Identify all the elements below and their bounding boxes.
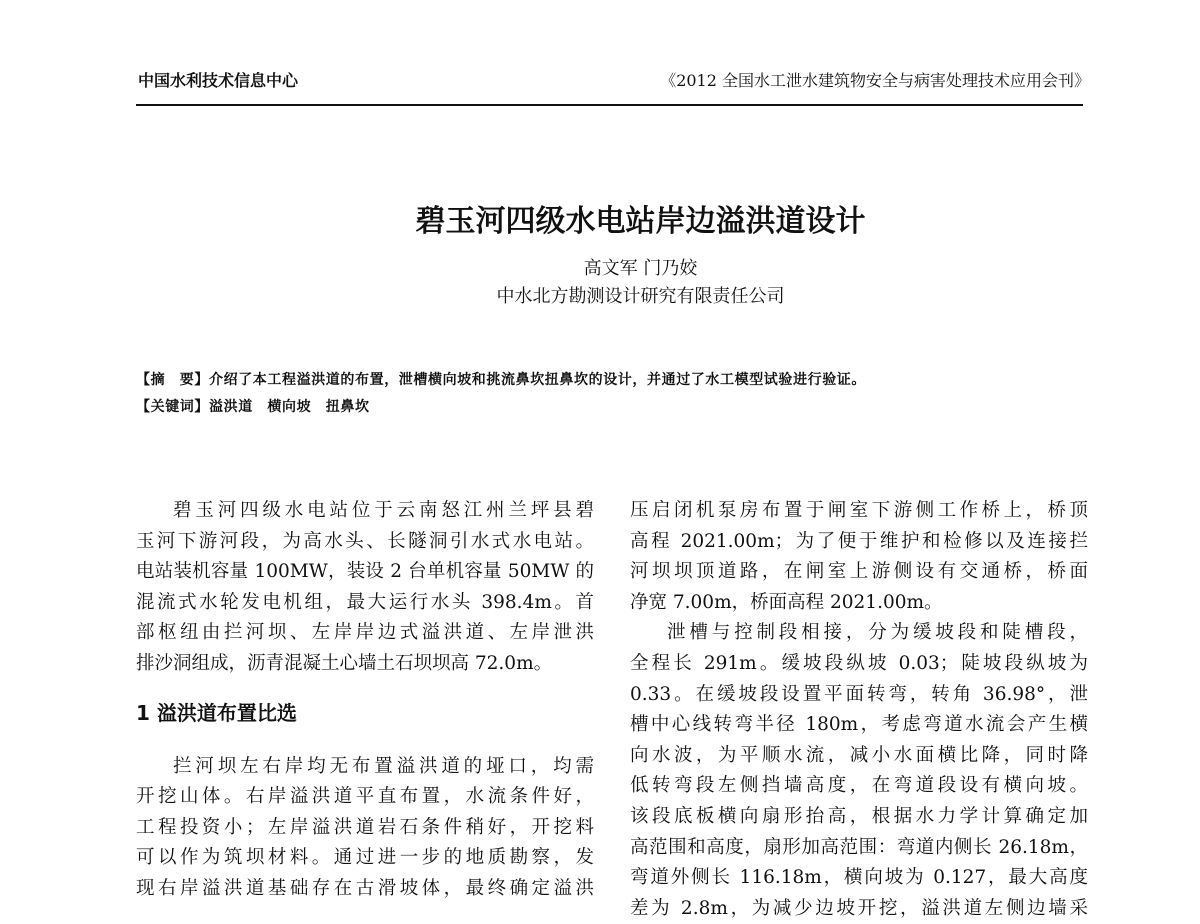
keywords-label: 【关键词】 (136, 399, 209, 415)
text-line: 全程长 291m。缓坡段纵坡 0.03；陡坡段纵坡为 (630, 652, 1088, 674)
text-line: 净宽 7.00m，桥面高程 2021.00m。 (630, 591, 943, 613)
text-line: 玉河下游河段，为高水头、长隧洞引水式水电站。 (136, 530, 594, 552)
section-heading: 1 溢洪道布置比选 (136, 700, 297, 725)
running-header-left: 中国水利技术信息中心 (138, 71, 299, 90)
running-header-right: 《2012 全国水工泄水建筑物安全与病害处理技术应用会刊》 (660, 71, 1090, 90)
abstract-label: 【摘 要】 (136, 372, 209, 388)
text-line: 现右岸溢洪道基础存在古滑坡体，最终确定溢洪 (136, 877, 594, 899)
paragraph-bridge (630, 496, 1088, 618)
text-line: 压启闭机泵房布置于闸室下游侧工作桥上，桥顶 (630, 500, 1088, 521)
text-line: 工程投资小；左岸溢洪道岩石条件稍好，开挖料 (136, 816, 594, 838)
text-line: 泄槽与控制段相接，分为缓坡段和陡槽段， (667, 622, 1088, 644)
text-line: 可以作为筑坝材料。通过进一步的地质勘察，发 (136, 847, 594, 869)
text-line: 向水波，为平顺水流，减小水面横比降，同时降 (630, 744, 1088, 766)
text-line: 该段底板横向扇形抬高，根据水力学计算确定加 (630, 805, 1088, 827)
text-line: 0.33。在缓坡段设置平面转弯，转角 36.98°，泄 (630, 683, 1088, 705)
text-line: 低转弯段左侧挡墙高度，在弯道段设有横向坡。 (630, 775, 1088, 797)
paragraph-intro (136, 496, 594, 680)
abstract (136, 369, 866, 389)
text-line: 碧玉河四级水电站位于云南怒江州兰坪县碧 (173, 500, 594, 521)
text-line: 电站装机容量 100MW，装设 2 台单机容量 50MW 的 (136, 561, 594, 583)
paper-affiliation: 中水北方勘测设计研究有限责任公司 (496, 286, 785, 307)
text-line: 混流式水轮发电机组，最大运行水头 398.4m。首 (136, 591, 594, 613)
header-rule (136, 104, 1083, 106)
text-line: 槽中心线转弯半径 180m，考虑弯道水流会产生横 (630, 714, 1088, 736)
paragraph-chute (630, 618, 1088, 924)
text-line: 排沙洞组成，沥青混凝土心墙土石坝坝高 72.0m。 (136, 652, 553, 674)
text-line: 拦河坝左右岸均无布置溢洪道的垭口，均需 (173, 755, 594, 777)
paper-authors: 高文军 门乃姣 (583, 258, 698, 279)
paper-title: 碧玉河四级水电站岸边溢洪道设计 (415, 204, 866, 239)
text-line: 弯道外侧长 116.18m，横向坡为 0.127，最大高度 (630, 867, 1088, 889)
text-line: 高程 2021.00m；为了便于维护和检修以及连接拦 (630, 530, 1088, 552)
text-line: 差为 2.8m，为减少边坡开挖，溢洪道左侧边墙采 (630, 897, 1088, 919)
text-line: 开挖山体。右岸溢洪道平直布置，水流条件好， (136, 786, 594, 808)
body-column-right (630, 496, 1088, 924)
abstract-text: 介绍了本工程溢洪道的布置，泄槽横向坡和挑流鼻坎扭鼻坎的设计，并通过了水工模型试验进行验证。 (209, 372, 866, 388)
body-column-left (136, 496, 594, 905)
keywords-text: 溢洪道 横向坡 扭鼻坎 (209, 399, 370, 415)
text-line: 高范围和高度，扇形加高范围：弯道内侧长 26.18m， (630, 836, 1088, 858)
text-line: 河坝坝顶道路，在闸室上游侧设有交通桥，桥面 (630, 561, 1088, 583)
keywords (136, 396, 370, 416)
text-line: 部枢纽由拦河坝、左岸岸边式溢洪道、左岸泄洪 (136, 622, 594, 644)
